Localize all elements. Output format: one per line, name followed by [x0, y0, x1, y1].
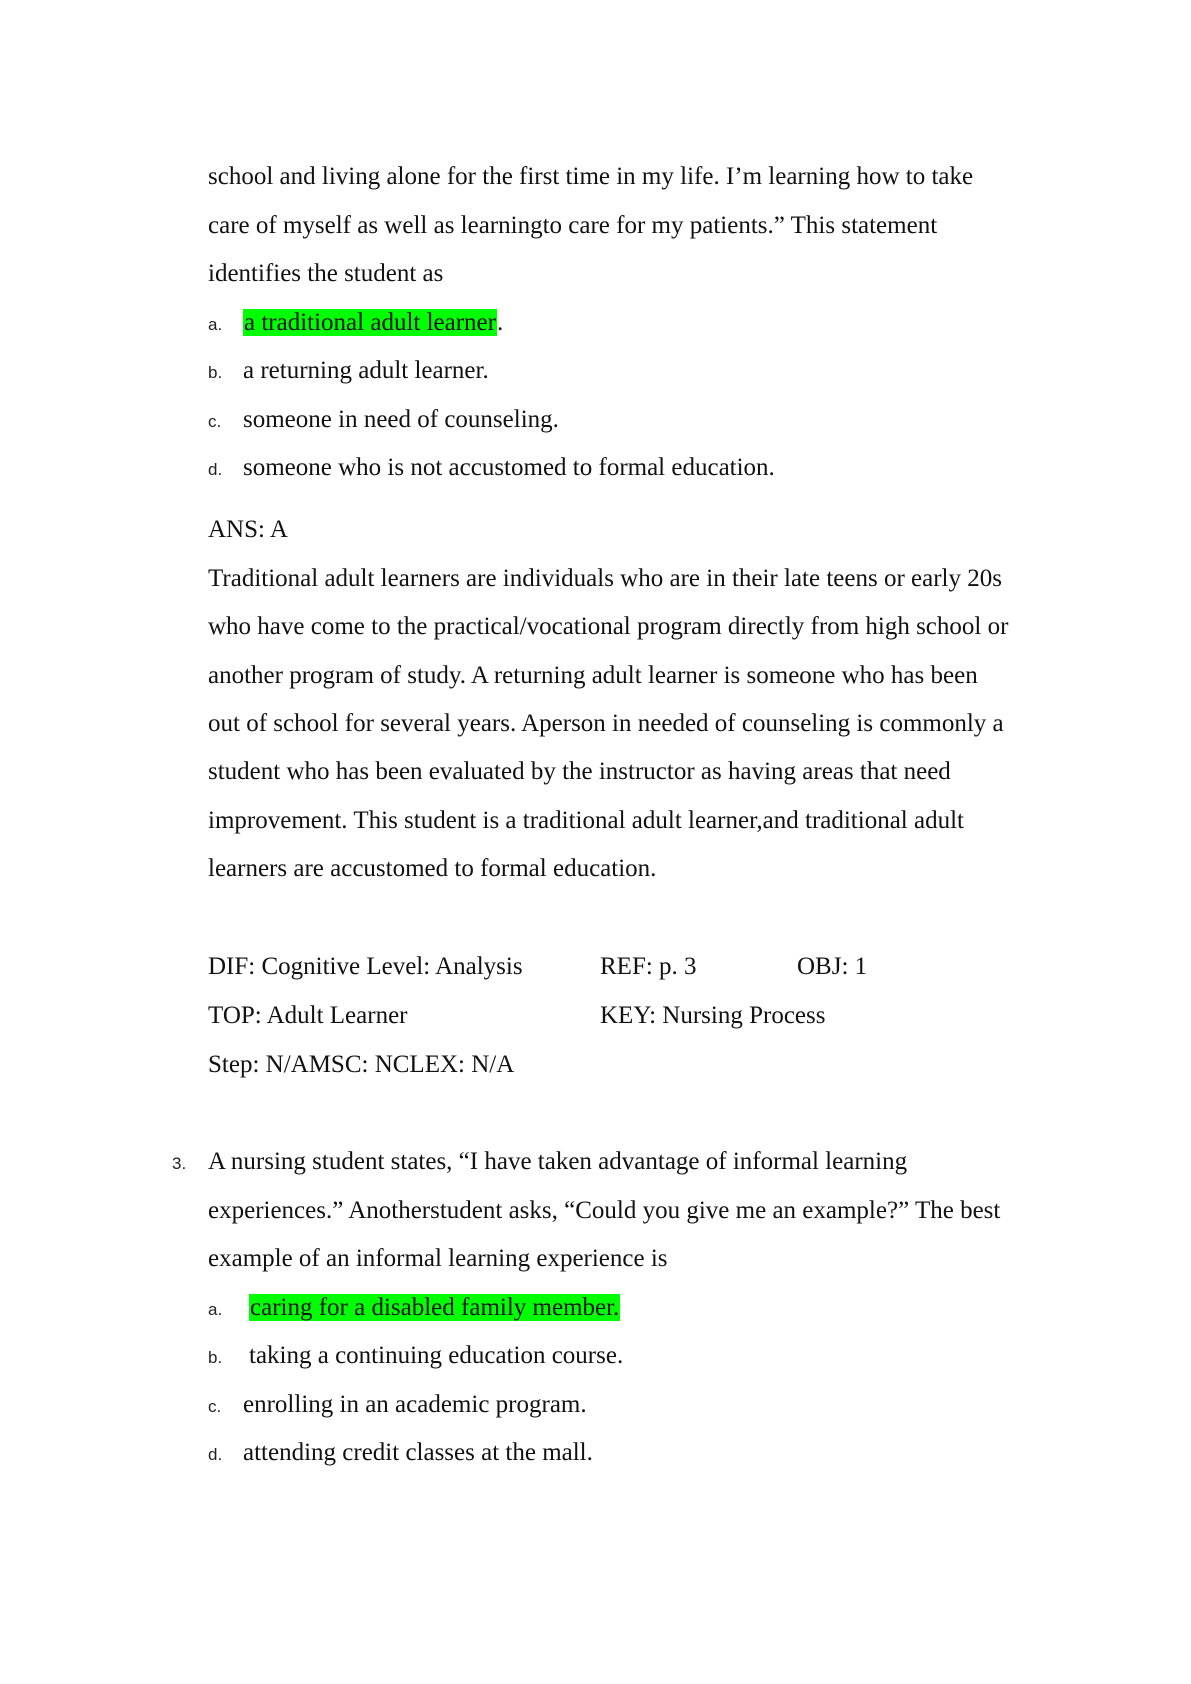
q3-option-c-letter: c.: [208, 1397, 222, 1416]
q2-option-b: a returning adult learner.: [243, 357, 489, 384]
q2-option-c-letter: c.: [208, 412, 222, 431]
q2-option-a-letter: a.: [208, 315, 223, 334]
q3-option-b-letter: b.: [208, 1348, 223, 1367]
q3-option-a-highlight: caring for a disabled family member.: [250, 1294, 620, 1321]
q2-option-c: someone in need of counseling.: [243, 406, 559, 433]
q3-option-a: [249, 1293, 620, 1323]
q2-rationale-line-1: Traditional adult learners are individuals who are in their late teens or early 20s: [208, 565, 1002, 592]
q2-rationale-line-4: out of school for several years. Aperson in needed of counseling is commonly a: [208, 710, 1004, 737]
q3-option-d-letter: d.: [208, 1445, 223, 1464]
q2-option-a: [243, 308, 503, 338]
q2-option-a-suffix: .: [496, 309, 504, 336]
q3-stem-line-2: experiences.” Anotherstudent asks, “Could you give me an example?” The best: [208, 1197, 1001, 1224]
q2-rationale-line-6: improvement. This student is a traditional adult learner,and traditional adult: [208, 807, 964, 834]
q2-stem-line-2: care of myself as well as learningto care for my patients.” This statement: [208, 212, 938, 239]
q3-option-c: enrolling in an academic program.: [243, 1391, 587, 1418]
q2-answer: ANS: A: [208, 516, 288, 543]
q2-rationale-line-3: another program of study. A returning adult learner is someone who has been: [208, 662, 978, 689]
q2-meta-dif: DIF: Cognitive Level: Analysis: [208, 953, 523, 980]
q2-option-a-highlight: a traditional adult learner: [244, 309, 496, 336]
q2-meta-top: TOP: Adult Learner: [208, 1002, 408, 1029]
q3-stem-line-3: example of an informal learning experience is: [208, 1245, 668, 1272]
q2-stem-line-1: school and living alone for the first time in my life. I’m learning how to take: [208, 163, 974, 190]
q3-stem-line-1: A nursing student states, “I have taken advantage of informal learning: [208, 1148, 908, 1175]
q2-stem-line-3: identifies the student as: [208, 260, 444, 287]
q3-option-a-letter: a.: [208, 1300, 223, 1319]
q2-meta-ref: REF: p. 3: [600, 953, 697, 980]
q2-meta-step: Step: N/AMSC: NCLEX: N/A: [208, 1051, 515, 1078]
q2-option-d: someone who is not accustomed to formal education.: [243, 454, 775, 481]
q2-meta-obj: OBJ: 1: [797, 953, 868, 980]
q3-option-d: attending credit classes at the mall.: [243, 1439, 593, 1466]
q2-rationale-line-5: student who has been evaluated by the instructor as having areas that need: [208, 758, 951, 785]
q2-option-d-letter: d.: [208, 460, 223, 479]
q2-rationale-line-7: learners are accustomed to formal education.: [208, 855, 657, 882]
q3-number: 3.: [172, 1154, 187, 1173]
q2-option-b-letter: b.: [208, 363, 223, 382]
q2-rationale-line-2: who have come to the practical/vocational program directly from high school or: [208, 613, 1009, 640]
q2-meta-key: KEY: Nursing Process: [600, 1002, 826, 1029]
q3-option-b: taking a continuing education course.: [249, 1342, 624, 1369]
